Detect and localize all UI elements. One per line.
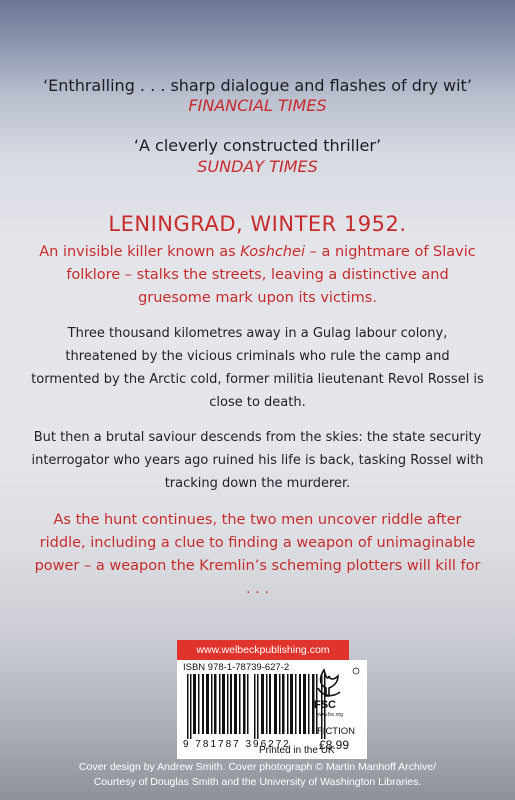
setting-heading: LENINGRAD, WINTER 1952. [108, 212, 407, 236]
credits-line-2: Courtesy of Douglas Smith and the University of Washington Libraries. [93, 776, 422, 788]
fsc-label: FSC [314, 699, 336, 711]
intro-text-start: An invisible killer known as [39, 244, 241, 260]
publisher-url: www.welbeckpublishing.com [177, 640, 349, 660]
price: £8.99 [319, 738, 350, 752]
fsc-logo-icon [312, 666, 362, 721]
barcode-graphic [183, 674, 333, 739]
review-quote-1: ‘Enthralling . . . sharp dialogue and flashes of dry wit’ [43, 76, 472, 95]
printed-in: Printed in the UK [259, 745, 335, 756]
isbn-text: ISBN 978-1-78739-627-2 [183, 662, 290, 673]
review-source-2: SUNDAY TIMES [197, 157, 318, 176]
barcode-panel [177, 660, 367, 759]
koshchei-name: Koshchei [240, 244, 306, 260]
paragraph-hunt: As the hunt continues, the two men uncover riddle after riddle, including a clue to finding a weapon of unimaginable power – a weapon the Kremlin’s scheming plotters will kill for . . . [34, 512, 481, 597]
review-quote-2: ‘A cleverly constructed thriller’ [133, 136, 382, 155]
fsc-site: www.fsc.org [316, 712, 343, 718]
paragraph-gulag: Three thousand kilometres away in a Gulag labour colony, threatened by the vicious criminals who rule the camp and tormented by the Arctic cold, former militia lieutenant Revol Rossel is close to death. [31, 326, 484, 410]
cover-credits [0, 760, 515, 790]
category-label: FICTION [317, 726, 355, 737]
intro-paragraph [30, 241, 485, 310]
paragraph-saviour: But then a brutal saviour descends from the skies: the state security interrogator who years ago ruined his life is back, tasking Rossel with tracking down the murderer. [31, 430, 484, 491]
intro-text-end: – a nightmare of Slavic folklore – stalks the streets, leaving a distinctive and gruesome mark upon its victims. [66, 244, 476, 306]
credits-line-1: Cover design by Andrew Smith. Cover photograph © Martin Manhoff Archive/ [78, 761, 437, 773]
barcode-number: 9 781787 396272 [183, 739, 291, 750]
review-source-1: FINANCIAL TIMES [188, 96, 327, 115]
